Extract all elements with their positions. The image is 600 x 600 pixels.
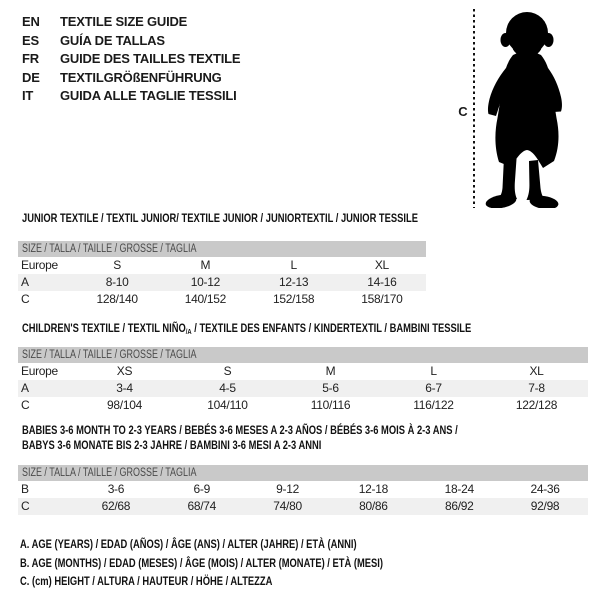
legend-text: B. AGE (MONTHS) / EDAD (MESES) / ÂGE (MOIS) / ALTER (MONATE) / ETÀ (MESI) bbox=[20, 555, 383, 570]
size-cell: 3-6 bbox=[107, 482, 125, 496]
table-row-height bbox=[18, 498, 588, 515]
height-dashed-line bbox=[473, 9, 475, 208]
language-code: DE bbox=[22, 69, 40, 85]
table-title-line-2 bbox=[22, 438, 588, 453]
row-label: Europe bbox=[21, 258, 58, 272]
size-cell: 86/92 bbox=[444, 499, 474, 513]
table-row-height bbox=[18, 397, 588, 414]
row-label: A bbox=[21, 275, 29, 289]
table-title-part: CHILDREN'S TEXTILE / TEXTIL NIÑO bbox=[22, 321, 186, 335]
legend-line-a bbox=[20, 535, 485, 554]
size-cell: 4-5 bbox=[219, 381, 236, 395]
table-title bbox=[18, 423, 588, 453]
table-title-part: / TEXTILE DES ENFANTS / KINDERTEXTIL / BAMBINI TESSILE bbox=[191, 321, 472, 335]
size-cell: 74/80 bbox=[273, 499, 302, 513]
language-title: GUÍA DE TALLAS bbox=[60, 32, 165, 48]
size-cell: 92/98 bbox=[530, 499, 560, 513]
size-cell: M bbox=[325, 364, 336, 378]
language-row-de bbox=[22, 69, 240, 88]
row-label: C bbox=[21, 292, 30, 306]
size-cell: 7-8 bbox=[528, 381, 545, 395]
size-cell: 5-6 bbox=[322, 381, 339, 395]
size-cell: 104/110 bbox=[207, 398, 248, 412]
row-label: Europe bbox=[21, 364, 58, 378]
language-row-fr bbox=[22, 50, 240, 69]
row-label: C bbox=[21, 398, 30, 412]
size-cell: XL bbox=[374, 258, 389, 272]
size-cell: 110/116 bbox=[310, 398, 351, 412]
size-cell: 68/74 bbox=[187, 499, 216, 513]
size-cell: XL bbox=[529, 364, 544, 378]
size-cell: 80/86 bbox=[359, 499, 388, 513]
table-row-europe bbox=[18, 363, 588, 380]
language-row-en bbox=[22, 13, 240, 32]
legend-line-c bbox=[20, 572, 485, 591]
table-title bbox=[18, 321, 588, 335]
size-cell: 140/152 bbox=[184, 292, 227, 306]
size-header-bar bbox=[18, 347, 588, 363]
size-cell: 128/140 bbox=[96, 292, 138, 306]
table-title bbox=[18, 211, 426, 225]
language-code: IT bbox=[22, 88, 34, 103]
table-row-europe bbox=[18, 257, 426, 274]
size-cell: 6-9 bbox=[193, 482, 210, 496]
size-cell: 18-24 bbox=[444, 482, 474, 496]
measure-legend bbox=[20, 535, 485, 591]
table-title-text: BABYS 3-6 MONATE BIS 2-3 JAHRE / BAMBINI 3-6 MESI A 2-3 ANNI bbox=[22, 438, 322, 452]
size-cell: 12-18 bbox=[358, 482, 388, 496]
size-cell: 152/158 bbox=[272, 292, 315, 306]
size-header-text: SIZE / TALLA / TAILLE / GRÖSSE / TAGLIA bbox=[22, 243, 197, 255]
junior-textile-table bbox=[18, 211, 426, 308]
childrens-textile-table bbox=[18, 321, 588, 414]
language-title: TEXTILE SIZE GUIDE bbox=[60, 14, 188, 29]
size-header-text: SIZE / TALLA / TAILLE / GRÖSSE / TAGLIA bbox=[22, 467, 197, 479]
language-title: GUIDA ALLE TAGLIE TESSILI bbox=[60, 88, 237, 103]
language-code: ES bbox=[22, 32, 39, 48]
size-cell: 158/170 bbox=[361, 292, 403, 306]
size-cell: 122/128 bbox=[515, 398, 558, 412]
size-header-bar bbox=[18, 241, 426, 257]
size-cell: M bbox=[200, 258, 211, 272]
size-cell: 6-7 bbox=[425, 381, 442, 395]
language-title-block bbox=[22, 13, 240, 106]
size-cell: L bbox=[290, 258, 297, 272]
table-title-text bbox=[22, 321, 471, 339]
size-cell: S bbox=[223, 364, 232, 378]
legend-text: C. (cm) HEIGHT / ALTURA / HAUTEUR / HÖHE / ALTEZZA bbox=[20, 574, 273, 588]
size-cell: 62/68 bbox=[101, 499, 131, 513]
size-cell: 8-10 bbox=[105, 275, 129, 289]
table-row-age-months bbox=[18, 481, 588, 498]
language-title: GUIDE DES TAILLES TEXTILE bbox=[60, 51, 241, 66]
table-row-height bbox=[18, 291, 426, 308]
size-cell: 12-13 bbox=[279, 275, 309, 289]
size-cell: 98/104 bbox=[107, 398, 142, 412]
language-code: FR bbox=[22, 51, 39, 66]
size-cell: L bbox=[430, 364, 437, 378]
baby-silhouette-icon bbox=[483, 12, 583, 208]
language-row-it bbox=[22, 87, 240, 106]
table-title-text: JUNIOR TEXTILE / TEXTIL JUNIOR/ TEXTILE JUNIOR / JUNIORTEXTIL / JUNIOR TESSILE bbox=[22, 211, 418, 225]
language-title: TEXTILGRÖßENFÜHRUNG bbox=[60, 69, 222, 85]
legend-text: A. AGE (YEARS) / EDAD (AÑOS) / ÂGE (ANS) / ALTER (JAHRE) / ETÀ (ANNI) bbox=[20, 537, 357, 551]
size-cell: 10-12 bbox=[190, 275, 220, 289]
row-label: C bbox=[21, 499, 30, 513]
table-title-text: BABIES 3-6 MONTH TO 2-3 YEARS / BEBÉS 3-6 MESES A 2-3 AÑOS / BÉBÉS 3-6 MOIS À 2-3 ANS / bbox=[22, 423, 458, 437]
height-measure-label: C bbox=[458, 104, 468, 119]
size-cell: 9-12 bbox=[276, 482, 299, 496]
size-cell: XS bbox=[116, 364, 133, 378]
table-title-subscript: /A bbox=[185, 327, 192, 336]
size-cell: 14-16 bbox=[367, 275, 397, 289]
size-header-text: SIZE / TALLA / TAILLE / GRÖSSE / TAGLIA bbox=[22, 349, 197, 361]
babies-textile-table bbox=[18, 423, 588, 515]
legend-line-b bbox=[20, 554, 485, 573]
language-row-es bbox=[22, 32, 240, 51]
table-title-line-1 bbox=[22, 423, 588, 438]
language-code: EN bbox=[22, 14, 40, 29]
table-row-age-years bbox=[18, 274, 426, 291]
size-cell: 24-36 bbox=[530, 482, 560, 496]
row-label: B bbox=[21, 482, 29, 496]
size-cell: 116/122 bbox=[413, 398, 454, 412]
table-row-age-years bbox=[18, 380, 588, 397]
row-label: A bbox=[21, 381, 29, 395]
size-cell: 3-4 bbox=[116, 381, 133, 395]
size-header-bar bbox=[18, 465, 588, 481]
size-cell: S bbox=[113, 258, 121, 272]
